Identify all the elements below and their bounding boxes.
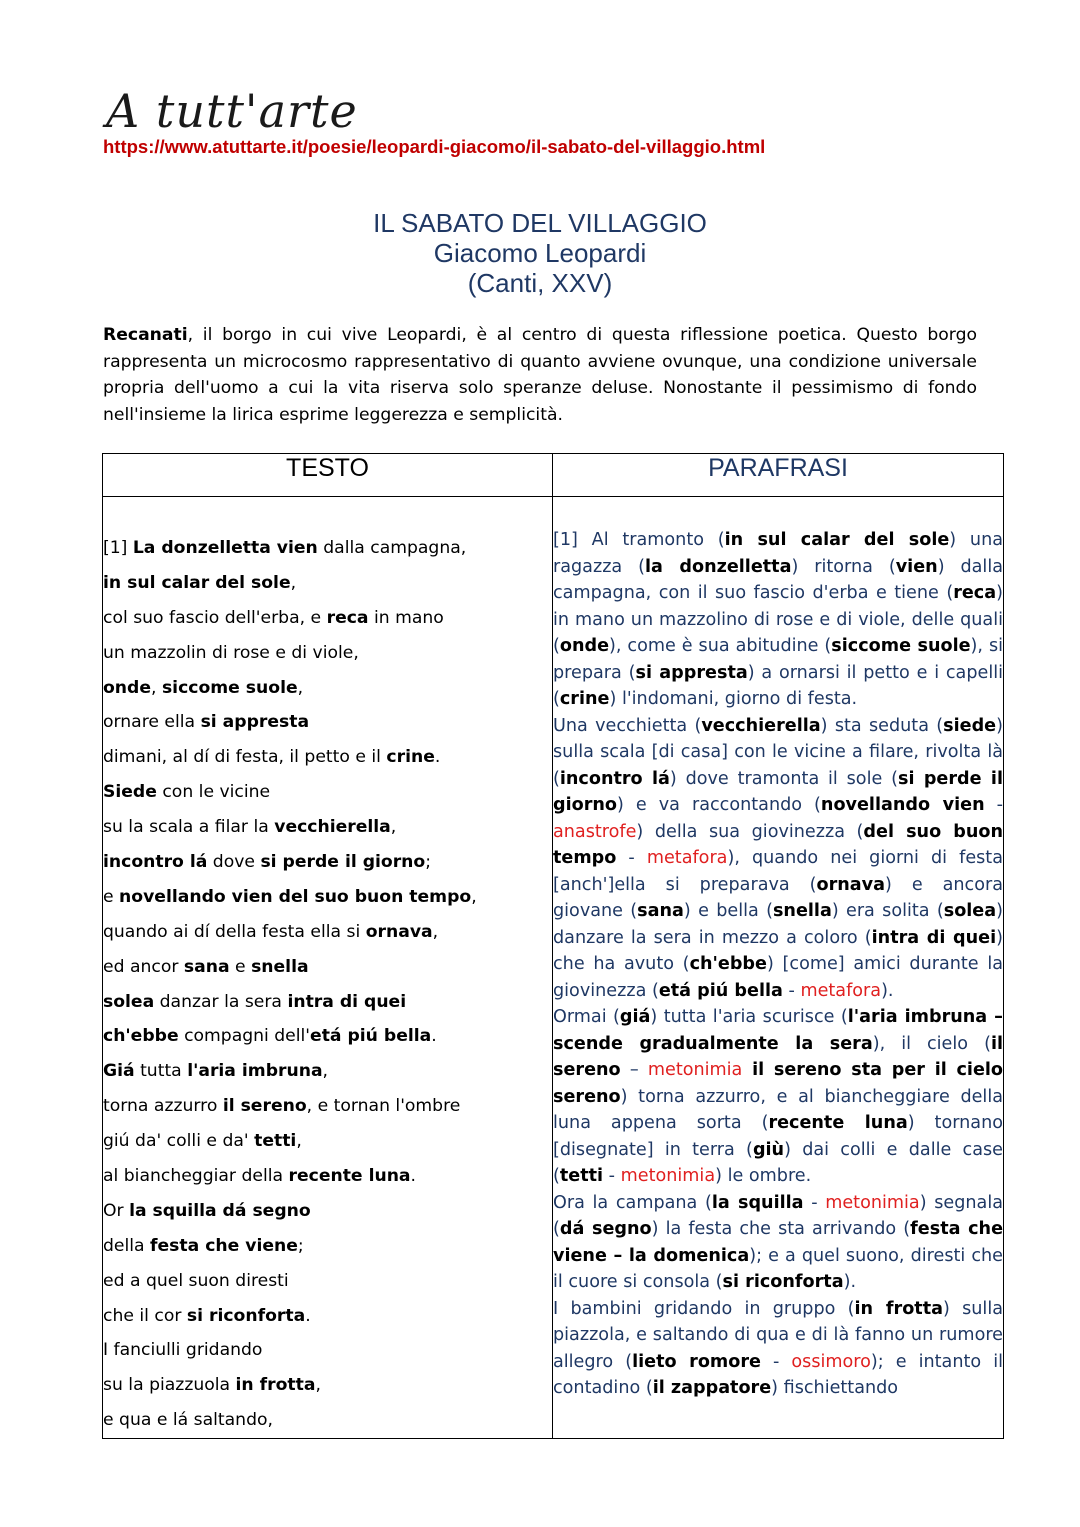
poem-author: Giacomo Leopardi [433, 238, 647, 268]
poem-line: onde, siccome suole, [103, 677, 304, 698]
poem-line: Or la squilla dá segno [103, 1200, 311, 1221]
poem-line: su la piazzuola in frotta, [103, 1375, 321, 1396]
poem-line: torna azzurro il sereno, e tornan l'ombre [103, 1096, 461, 1117]
column-header-parafrasi: PARAFRASI [553, 454, 1004, 497]
poem-line: e qua e lá saltando, [103, 1410, 273, 1431]
poem-line: I fanciulli gridando [103, 1340, 263, 1361]
poem-title: IL SABATO DEL VILLAGGIO [373, 208, 707, 238]
poem-line: in sul calar del sole, [103, 572, 297, 593]
poem-line: della festa che viene; [103, 1235, 304, 1256]
paraphrase-text: [1] Al tramonto (in sul calar del sole) una ragazza (la donzelletta) ritorna (vien) dalla campagna, con il suo fascio d'erba e tiene (reca) in mano un mazzolino di rose e di viole, delle quali (onde), come è sua abitudine (siccome suole), si prepara (si appresta) a ornarsi il petto e i capelli (crine) l'indomani, giorno di festa. Una vecchietta (vecchierella) sta seduta (siede) sulla scala [di casa] con le vicine a filare, rivolta là (incontro lá) dove tramonta il sole (si perde il giorno) e va raccontando (novellando vien - anastrofe) della sua giovinezza (del suo buon tempo - metafora), quando nei giorni di festa [anch']ella si preparava (ornava) e ancora giovane (sana) e bella (snella) era solita (solea) danzare la sera in mezzo a coloro (intra di quei) che ha avuto (ch'ebbe) [come] amici durante la giovinezza (etá piú bella - metafora). Ormai (giá) tutta l'aria scurisce (l'aria imbruna – scende gradualmente la sera), il cielo (il sereno – metonimia il sereno sta per il cielo sereno) torna azzurro, e al biancheggiare della luna appena sorta (recente luna) tornano [disegnate] in terra (giù) dai colli e dalle case (tetti - metonimia) le ombre. Ora la campana (la squilla - metonimia) segnala (dá segno) la festa che sta arrivando (festa che viene – la domenica); e a quel suono, diresti che il cuore si consola (si riconforta). I bambini gridando in gruppo (in frotta) sulla piazzola, e saltando di qua e di là fanno un rumore allegro (lieto romore - ossimoro); e intanto il contadino (il zappatore) fischiettando [553, 530, 1004, 1398]
paraphrase-cell [553, 497, 1004, 1439]
poem-line: incontro lá dove si perde il giorno; [103, 852, 432, 873]
poem-line: ed ancor sana e snella [103, 956, 309, 977]
poem-cell [103, 497, 553, 1439]
poem-line: un mazzolin di rose e di viole, [103, 642, 359, 663]
poem-source: (Canti, XXV) [467, 268, 613, 298]
poem-line: Siede con le vicine [103, 782, 271, 803]
intro-text: , il borgo in cui vive Leopardi, è al centro di questa riflessione poetica. Questo borgo rappresenta un microcosmo rappresentativo di quanto avviene ovunque, una condizione universale propria dell'uomo a cui la vita riserva solo speranze deluse. Nonostante il pessimismo di fondo nell'insieme la lirica esprime leggerezza e semplicità. [103, 325, 977, 425]
poem-title-block [0, 208, 1080, 298]
poem-lines [103, 531, 552, 1438]
poem-line: dimani, al dí di festa, il petto e il crine. [103, 747, 441, 768]
poem-line: Giá tutta l'aria imbruna, [103, 1061, 329, 1082]
poem-line: col suo fascio dell'erba, e reca in mano [103, 607, 444, 628]
poem-line: che il cor si riconforta. [103, 1305, 311, 1326]
intro-bold-word: Recanati [103, 325, 188, 345]
poem-line: al biancheggiar della recente luna. [103, 1166, 417, 1187]
poem-line: solea danzar la sera intra di quei [103, 991, 407, 1012]
poem-line: ch'ebbe compagni dell'etá piú bella. [103, 1026, 437, 1047]
source-url-link[interactable]: https://www.atuttarte.it/poesie/leopardi-giacomo/il-sabato-del-villaggio.html [103, 136, 766, 157]
poem-line: [1] La donzelletta vien dalla campagna, [103, 538, 467, 558]
column-header-testo: TESTO [103, 454, 553, 497]
poem-line: e novellando vien del suo buon tempo, [103, 886, 477, 907]
site-logo: A tutt'arte [106, 84, 358, 138]
intro-paragraph [103, 322, 977, 428]
poem-line: su la scala a filar la vecchierella, [103, 817, 397, 838]
poem-line: ed a quel suon diresti [103, 1270, 289, 1291]
poem-line: quando ai dí della festa ella si ornava, [103, 921, 439, 942]
poem-line: ornare ella si appresta [103, 712, 310, 733]
text-paraphrase-table [102, 453, 1004, 1439]
poem-line: giú da' colli e da' tetti, [103, 1131, 302, 1152]
